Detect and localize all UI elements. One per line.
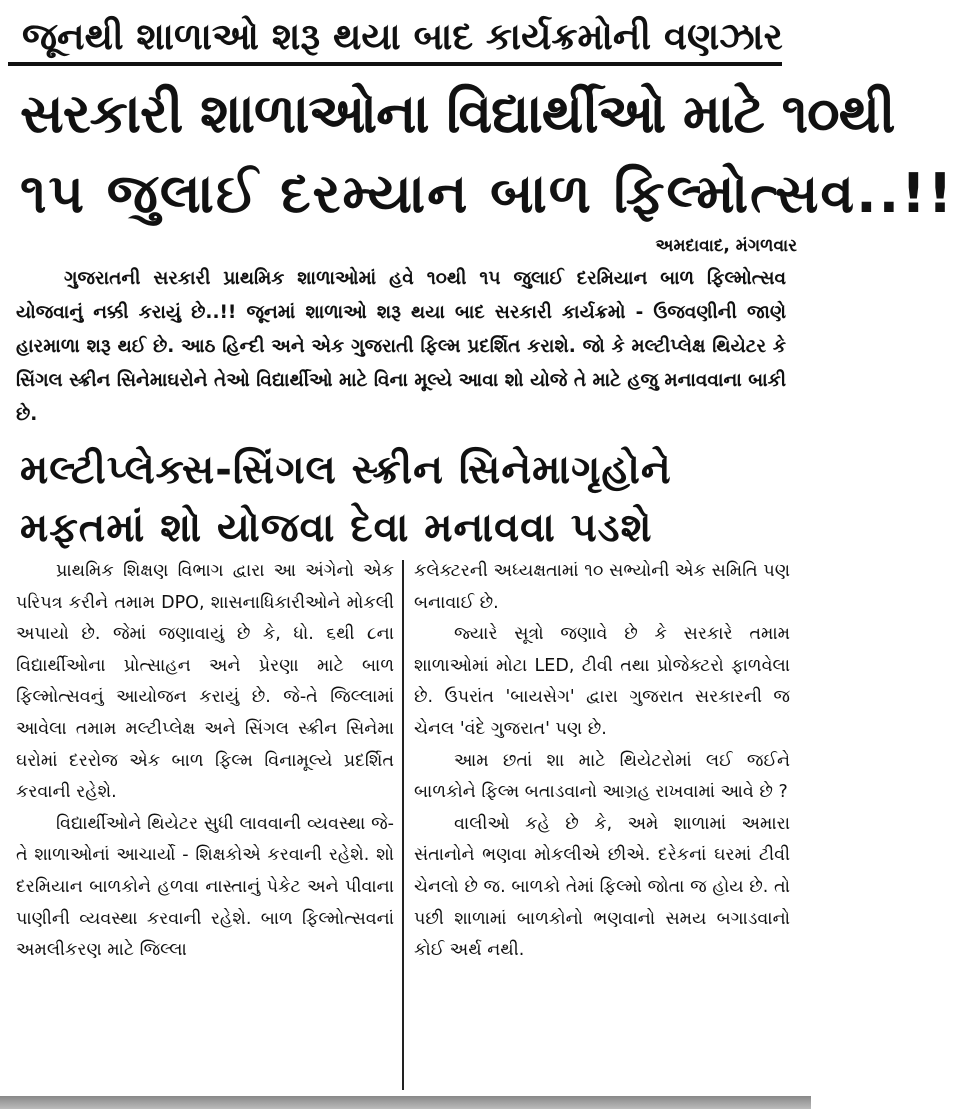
lead-paragraph: ગુજરાતની સરકારી પ્રાથમિક શાળાઓમાં હવે ૧૦થી ૧૫ જુલાઈ દરમિયાન બાળ ફિલ્મોત્સવ યોજવાનું નક્કી કરાયું છે..!! જૂનમાં શાળાઓ શરૂ થયા બાદ સરકારી કાર્યક્રમો - ઉજવણીની જાણે હારમાળા શરૂ થઈ છે. આઠ હિન્દી અને એક ગુજરાતી ફિલ્મ પ્રદર્શિત કરાશે. જો કે મલ્ટીપ્લેક્ષ થિયેટર કે સિંગલ સ્ક્રીન સિનેમાઘરોને તેઓ વિદ્યાર્થીઓ માટે વિના મૂલ્યે આવા શો યોજે તે માટે હજુ મનાવવાના બાકી છે. — [16, 268, 786, 425]
left-paragraph: પ્રાથમિક શિક્ષણ વિભાગ દ્વારા આ અંગેનો એક પરિપત્ર કરીને તમામ DPO, શાસનાધિકારીઓને મોકલી અપાયો છે. જેમાં જણાવાયું છે કે, ધો. ૬થી ૮ના વિદ્યાર્થીઓના પ્રોત્સાહન અને પ્રેરણા માટે બાળ ફિલ્મોત્સવનું આયોજન કરાયું છે. જે-તે જિલ્લામાં આવેલા તમામ મલ્ટીપ્લેક્ષ અને સિંગલ સ્ક્રીન સિનેમા ઘરોમાં દરરોજ એક બાળ ફિલ્મ વિનામૂલ્યે પ્રદર્શિત કરવાની રહેશે. — [16, 561, 394, 803]
main-headline-line-2: ૧૫ જુલાઈ દરમ્યાન બાળ ફિલ્મોત્સવ..!! — [20, 162, 954, 225]
column-divider — [402, 560, 404, 1090]
left-column — [16, 556, 394, 1091]
right-paragraph: આમ છતાં શા માટે થિયેટરોમાં લઈ જઈને બાળકોને ફિલ્મ બતાડવાનો આગ્રહ રાખવામાં આવે છે ? — [414, 750, 790, 803]
subheadline-line-2: મફતમાં શો યોજવા દેવા મનાવવા પડશે — [20, 505, 653, 551]
left-paragraph: વિદ્યાર્થીઓને થિયેટર સુધી લાવવાની વ્યવસ્થા જે-તે શાળાઓનાં આચાર્યો - શિક્ષકોએ કરવાની રહેશે. શો દરમિયાન બાળકોને હળવા નાસ્તાનું પેકેટ અને પીવાના પાણીની વ્યવસ્થા કરવાની રહેશે. બાળ ફિલ્મોત્સવનાં અમલીકરણ માટે જિલ્લા — [16, 813, 394, 961]
bottom-border — [0, 1096, 811, 1109]
subheadline-line-1: મલ્ટીપ્લેક્સ-સિંગલ સ્ક્રીન સિનેમાગૃહોને — [20, 447, 672, 493]
dateline: અમદાવાદ, મંગળવાર — [655, 236, 797, 256]
lead-paragraph-block — [16, 262, 786, 432]
right-paragraph: વાલીઓ કહે છે કે, અમે શાળામાં અમારા સંતાનોને ભણવા મોકલીએ છીએ. દરેકનાં ઘરમાં ટીવી ચેનલો છે જ. બાળકો તેમાં ફિલ્મો જોતા જ હોય છે. તો પછી શાળામાં બાળકોનો ભણવાનો સમય બગાડવાનો કોઈ અર્થ નથી. — [414, 813, 790, 961]
main-headline-line-1: સરકારી શાળાઓના વિદ્યાર્થીઓ માટે ૧૦થી — [20, 82, 895, 145]
kicker-headline: જૂનથી શાળાઓ શરૂ થયા બાદ કાર્યક્રમોની વણઝાર — [8, 8, 782, 66]
right-column — [414, 556, 790, 1091]
right-paragraph: જ્યારે સૂત્રો જણાવે છે કે સરકારે તમામ શાળાઓમાં મોટા LED, ટીવી તથા પ્રોજેક્ટરો ફાળવેલા છે. ઉપરાંત 'બાયસેગ' દ્વારા ગુજરાત સરકારની જ ચેનલ 'વંદે ગુજરાત' પણ છે. — [414, 624, 790, 739]
right-paragraph: કલેક્ટરની અધ્યક્ષતામાં ૧૦ સભ્યોની એક સમિતિ પણ બનાવાઈ છે. — [414, 561, 790, 613]
